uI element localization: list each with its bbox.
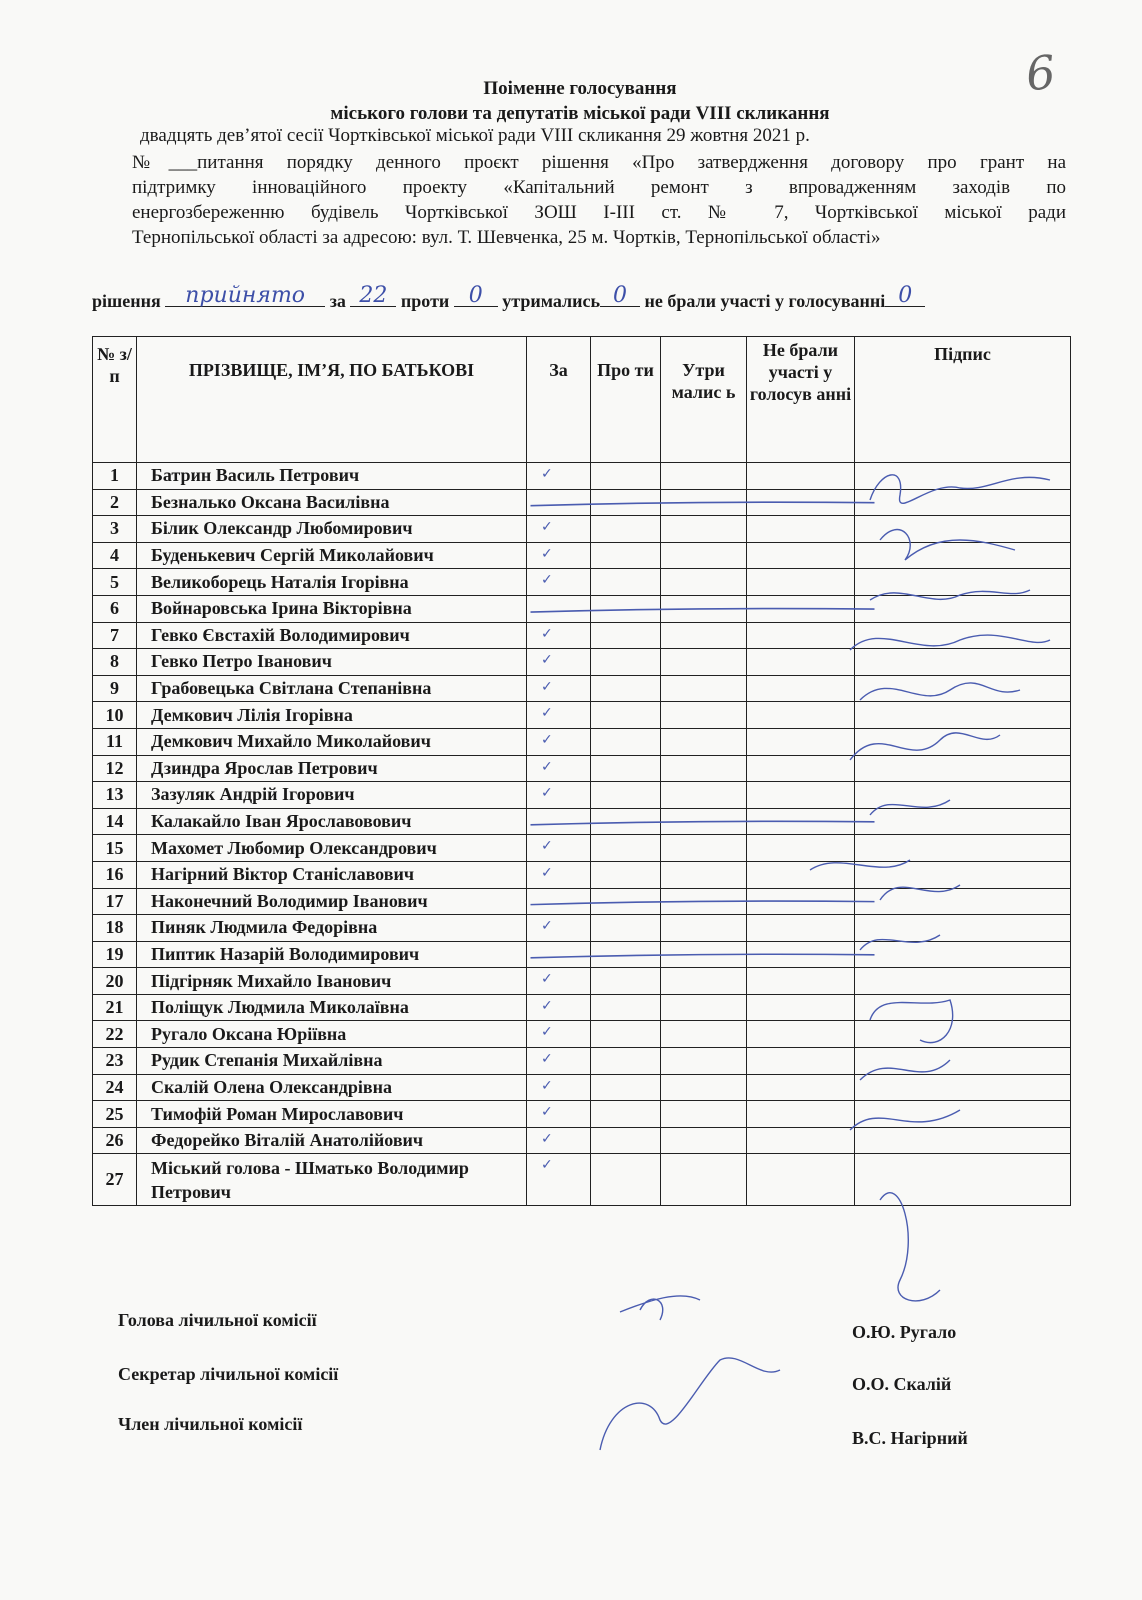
row-number: 26 [93, 1127, 137, 1154]
table-row [93, 622, 1071, 649]
cell-abstained [661, 915, 747, 942]
signature-chair [620, 1296, 700, 1320]
cell-against [591, 994, 661, 1021]
cell-against [591, 516, 661, 543]
cell-abstained [661, 835, 747, 862]
decision-result-field [165, 283, 325, 308]
row-number: 11 [93, 728, 137, 755]
cell-for [527, 489, 591, 516]
cell-signature [855, 489, 1071, 516]
row-name: Наконечний Володимир Іванович [137, 888, 527, 915]
cell-for [527, 941, 591, 968]
row-number: 3 [93, 516, 137, 543]
row-name: Безналько Оксана Василівна [137, 489, 527, 516]
cell-against [591, 835, 661, 862]
cell-signature [855, 516, 1071, 543]
row-number: 8 [93, 649, 137, 676]
cell-for [527, 994, 591, 1021]
table-row [93, 516, 1071, 543]
question-line-2: підтримку інноваційного проекту «Капітальний ремонт з впровадженням заходів по [132, 177, 1066, 198]
row-number: 6 [93, 595, 137, 622]
cell-against [591, 728, 661, 755]
row-name: Демкович Михайло Миколайович [137, 728, 527, 755]
cell-abstained [661, 489, 747, 516]
for-count: 22 [359, 283, 388, 308]
signature-secretary-member [600, 1358, 780, 1450]
agenda-question [132, 150, 1066, 250]
row-name: Поліщук Людмила Миколаївна [137, 994, 527, 1021]
check-mark-icon: ✓ [541, 1130, 553, 1147]
cell-abstained [661, 1074, 747, 1101]
cell-abstained [661, 569, 747, 596]
cell-signature [855, 941, 1071, 968]
cell-abstained [661, 1021, 747, 1048]
cell-abstained [661, 808, 747, 835]
decision-label: рішення [92, 291, 161, 311]
row-number: 18 [93, 915, 137, 942]
cell-abstained [661, 542, 747, 569]
cell-abstained [661, 782, 747, 809]
cell-absent [747, 782, 855, 809]
cell-absent [747, 463, 855, 490]
table-row [93, 1048, 1071, 1075]
cell-for [527, 595, 591, 622]
cell-abstained [661, 595, 747, 622]
cell-absent [747, 941, 855, 968]
table-row [93, 1074, 1071, 1101]
cell-absent [747, 968, 855, 995]
check-mark-icon: ✓ [541, 1157, 553, 1174]
cell-against [591, 702, 661, 729]
absent-label: не брали участі у голосуванні [644, 291, 886, 311]
cell-absent [747, 542, 855, 569]
cell-absent [747, 1021, 855, 1048]
cell-against [591, 1154, 661, 1206]
row-number: 16 [93, 861, 137, 888]
against-count: 0 [468, 283, 483, 308]
check-mark-icon: ✓ [541, 1051, 553, 1068]
cell-for [527, 1048, 591, 1075]
row-name: Гевко Євстахій Володимирович [137, 622, 527, 649]
cell-absent [747, 1074, 855, 1101]
row-name: Великоборець Наталія Ігорівна [137, 569, 527, 596]
document-subtitle: міського голови та депутатів міської ради VIII скликання [330, 103, 830, 124]
page-number-handwritten: 6 [1023, 44, 1059, 102]
cell-against [591, 1101, 661, 1128]
cell-against [591, 861, 661, 888]
cell-against [591, 595, 661, 622]
cell-abstained [661, 861, 747, 888]
row-name: Нагірний Віктор Станіславович [137, 861, 527, 888]
cell-absent [747, 755, 855, 782]
header-absent: Не брали участі у голосув анні [747, 337, 855, 463]
table-row [93, 861, 1071, 888]
cell-for [527, 675, 591, 702]
cell-against [591, 968, 661, 995]
row-number: 20 [93, 968, 137, 995]
cell-abstained [661, 1127, 747, 1154]
check-mark-icon: ✓ [541, 545, 553, 562]
row-number: 13 [93, 782, 137, 809]
cell-for [527, 835, 591, 862]
cell-signature [855, 675, 1071, 702]
check-mark-icon: ✓ [541, 466, 553, 482]
table-row [93, 915, 1071, 942]
commission-member-role: Член лічильної комісії [118, 1414, 303, 1434]
absent-count: 0 [898, 283, 913, 308]
cell-against [591, 542, 661, 569]
cell-abstained [661, 888, 747, 915]
cell-for [527, 808, 591, 835]
row-number: 4 [93, 542, 137, 569]
table-row [93, 542, 1071, 569]
row-number: 24 [93, 1074, 137, 1101]
cell-absent [747, 835, 855, 862]
cell-absent [747, 1048, 855, 1075]
table-row [93, 649, 1071, 676]
cell-abstained [661, 1101, 747, 1128]
cell-for [527, 755, 591, 782]
cell-for [527, 888, 591, 915]
row-number: 9 [93, 675, 137, 702]
commission-member-name: В.С. Нагірний [852, 1428, 968, 1448]
commission-secretary-name: О.О. Скалій [852, 1374, 952, 1394]
row-name: Рудик Степанія Михайлівна [137, 1048, 527, 1075]
table-row [93, 489, 1071, 516]
row-number: 5 [93, 569, 137, 596]
cell-against [591, 1021, 661, 1048]
cell-for [527, 1101, 591, 1128]
header-num: № з/п [93, 337, 137, 463]
cell-signature [855, 1154, 1071, 1206]
cell-signature [855, 1048, 1071, 1075]
row-name: Скалій Олена Олександрівна [137, 1074, 527, 1101]
table-row [93, 835, 1071, 862]
check-mark-icon: ✓ [541, 1024, 553, 1041]
row-number: 15 [93, 835, 137, 862]
cell-signature [855, 702, 1071, 729]
abstained-label: утримались [502, 291, 600, 311]
row-name: Калакайло Іван Ярославовович [137, 808, 527, 835]
cell-absent [747, 649, 855, 676]
check-mark-icon: ✓ [541, 1077, 553, 1094]
cell-signature [855, 1021, 1071, 1048]
cell-against [591, 941, 661, 968]
check-mark-icon: ✓ [541, 731, 553, 748]
cell-against [591, 649, 661, 676]
row-name: Зазуляк Андрій Ігорович [137, 782, 527, 809]
row-number: 17 [93, 888, 137, 915]
header-signature: Підпис [855, 337, 1071, 463]
cell-signature [855, 622, 1071, 649]
cell-absent [747, 1127, 855, 1154]
for-count-field [350, 283, 396, 308]
cell-against [591, 888, 661, 915]
cell-for [527, 463, 591, 490]
check-mark-icon: ✓ [541, 519, 553, 536]
header-abstained: Утри малис ь [661, 337, 747, 463]
table-row [93, 1021, 1071, 1048]
cell-signature [855, 835, 1071, 862]
table-row [93, 1127, 1071, 1154]
row-name: Білик Олександр Любомирович [137, 516, 527, 543]
cell-against [591, 808, 661, 835]
row-number: 1 [93, 463, 137, 490]
check-mark-icon: ✓ [541, 1104, 553, 1121]
check-mark-icon: ✓ [541, 678, 553, 695]
row-name: Демкович Лілія Ігорівна [137, 702, 527, 729]
table-row [93, 463, 1071, 490]
cell-abstained [661, 516, 747, 543]
cell-signature [855, 728, 1071, 755]
row-name: Тимофій Роман Мирославович [137, 1101, 527, 1128]
abstained-count: 0 [613, 283, 627, 308]
cell-signature [855, 649, 1071, 676]
cell-abstained [661, 755, 747, 782]
cell-abstained [661, 675, 747, 702]
row-number: 2 [93, 489, 137, 516]
question-line-3: енергозбереженню будівель Чортківської ЗОШ І-ІІІ ст. № 7, Чортківської міської ради [132, 202, 1066, 223]
against-label: проти [400, 291, 450, 311]
for-label: за [329, 291, 346, 311]
check-mark-icon: ✓ [541, 758, 553, 775]
row-name: Батрин Василь Петрович [137, 463, 527, 490]
table-row [93, 728, 1071, 755]
against-count-field [454, 283, 498, 308]
cell-signature [855, 782, 1071, 809]
session-line: двадцять дев’ятої сесії Чортківської міської ради VIII скликання 29 жовтня 2021 р. [140, 125, 810, 146]
cell-absent [747, 622, 855, 649]
row-number: 22 [93, 1021, 137, 1048]
cell-against [591, 1048, 661, 1075]
row-name: Махомет Любомир Олександрович [137, 835, 527, 862]
cell-absent [747, 861, 855, 888]
cell-for [527, 915, 591, 942]
row-name: Гевко Петро Іванович [137, 649, 527, 676]
cell-abstained [661, 463, 747, 490]
roll-call-table [92, 336, 1071, 1206]
cell-for [527, 1154, 591, 1206]
cell-absent [747, 888, 855, 915]
cell-abstained [661, 1154, 747, 1206]
signature-row-27 [880, 1193, 940, 1301]
cell-for [527, 968, 591, 995]
cell-abstained [661, 941, 747, 968]
row-name: Міський голова - Шматько Володимир Петрович [137, 1154, 527, 1206]
cell-abstained [661, 702, 747, 729]
cell-signature [855, 861, 1071, 888]
check-mark-icon: ✓ [541, 971, 553, 988]
cell-signature [855, 542, 1071, 569]
table-header-row [93, 337, 1071, 463]
cell-for [527, 649, 591, 676]
question-line-1: №___питання порядку денного проєкт рішення «Про затвердження договору про грант на [132, 152, 1066, 173]
table-row [93, 755, 1071, 782]
table-body [93, 463, 1071, 1206]
header-against: Про ти [591, 337, 661, 463]
cell-against [591, 569, 661, 596]
abstained-count-field [600, 283, 640, 308]
table-row [93, 1101, 1071, 1128]
cell-for [527, 728, 591, 755]
cell-against [591, 782, 661, 809]
table-row [93, 994, 1071, 1021]
row-number: 10 [93, 702, 137, 729]
cell-against [591, 675, 661, 702]
row-number: 19 [93, 941, 137, 968]
cell-signature [855, 755, 1071, 782]
cell-absent [747, 915, 855, 942]
check-mark-icon: ✓ [541, 705, 553, 722]
table-row [93, 1154, 1071, 1206]
table-row [93, 702, 1071, 729]
commission-chair-name: О.Ю. Ругало [852, 1322, 957, 1342]
cell-against [591, 489, 661, 516]
check-mark-icon: ✓ [541, 652, 553, 669]
row-name: Федорейко Віталій Анатолійович [137, 1127, 527, 1154]
cell-abstained [661, 728, 747, 755]
table-row [93, 808, 1071, 835]
cell-absent [747, 994, 855, 1021]
table-row [93, 968, 1071, 995]
row-name: Войнаровська Ірина Вікторівна [137, 595, 527, 622]
cell-for [527, 1127, 591, 1154]
cell-for [527, 782, 591, 809]
cell-for [527, 622, 591, 649]
cell-absent [747, 808, 855, 835]
cell-absent [747, 489, 855, 516]
decision-summary [92, 283, 1072, 312]
cell-against [591, 1074, 661, 1101]
cell-absent [747, 595, 855, 622]
cell-signature [855, 968, 1071, 995]
cell-for [527, 542, 591, 569]
cell-absent [747, 1101, 855, 1128]
row-name: Ругало Оксана Юріївна [137, 1021, 527, 1048]
cell-for [527, 1021, 591, 1048]
cell-absent [747, 702, 855, 729]
cell-absent [747, 516, 855, 543]
check-mark-icon: ✓ [541, 864, 553, 881]
cell-signature [855, 1074, 1071, 1101]
cell-for [527, 569, 591, 596]
cell-signature [855, 569, 1071, 596]
row-name: Дзиндра Ярослав Петрович [137, 755, 527, 782]
cell-signature [855, 1101, 1071, 1128]
check-mark-icon: ✓ [541, 838, 553, 855]
check-mark-icon: ✓ [541, 572, 553, 589]
absent-count-field [885, 283, 925, 308]
question-line-4: Тернопільської області за адресою: вул. Т. Шевченка, 25 м. Чортків, Тернопільської області» [132, 227, 881, 248]
cell-for [527, 702, 591, 729]
table-row [93, 595, 1071, 622]
table-row [93, 782, 1071, 809]
cell-absent [747, 1154, 855, 1206]
check-mark-icon: ✓ [541, 625, 553, 642]
commission-chair-role: Голова лічильної комісії [118, 1310, 317, 1330]
cell-for [527, 861, 591, 888]
row-name: Буденькевич Сергій Миколайович [137, 542, 527, 569]
row-number: 27 [93, 1154, 137, 1206]
cell-signature [855, 888, 1071, 915]
cell-abstained [661, 1048, 747, 1075]
cell-for [527, 516, 591, 543]
cell-signature [855, 463, 1071, 490]
cell-against [591, 1127, 661, 1154]
row-number: 12 [93, 755, 137, 782]
row-number: 14 [93, 808, 137, 835]
decision-result: прийнято [185, 283, 306, 308]
cell-signature [855, 915, 1071, 942]
check-mark-icon: ✓ [541, 918, 553, 935]
cell-signature [855, 808, 1071, 835]
cell-absent [747, 569, 855, 596]
document-title: Поіменне голосування [483, 78, 677, 99]
table-row [93, 888, 1071, 915]
cell-against [591, 755, 661, 782]
header-name: ПРІЗВИЩЕ, ІМ’Я, ПО БАТЬКОВІ [137, 337, 527, 463]
cell-abstained [661, 968, 747, 995]
table-row [93, 675, 1071, 702]
cell-signature [855, 994, 1071, 1021]
cell-signature [855, 1127, 1071, 1154]
cell-abstained [661, 649, 747, 676]
check-mark-icon: ✓ [541, 785, 553, 802]
row-number: 25 [93, 1101, 137, 1128]
row-number: 7 [93, 622, 137, 649]
table-row [93, 569, 1071, 596]
row-name: Грабовецька Світлана Степанівна [137, 675, 527, 702]
row-number: 23 [93, 1048, 137, 1075]
cell-against [591, 915, 661, 942]
row-name: Пиняк Людмила Федорівна [137, 915, 527, 942]
cell-against [591, 622, 661, 649]
cell-abstained [661, 994, 747, 1021]
table-row [93, 941, 1071, 968]
cell-absent [747, 728, 855, 755]
row-name: Підгірняк Михайло Іванович [137, 968, 527, 995]
cell-abstained [661, 622, 747, 649]
header-for: За [527, 337, 591, 463]
cell-signature [855, 595, 1071, 622]
cell-absent [747, 675, 855, 702]
cell-for [527, 1074, 591, 1101]
row-number: 21 [93, 994, 137, 1021]
check-mark-icon: ✓ [541, 997, 553, 1014]
cell-against [591, 463, 661, 490]
row-name: Пиптик Назарій Володимирович [137, 941, 527, 968]
commission-secretary-role: Секретар лічильної комісії [118, 1364, 339, 1384]
